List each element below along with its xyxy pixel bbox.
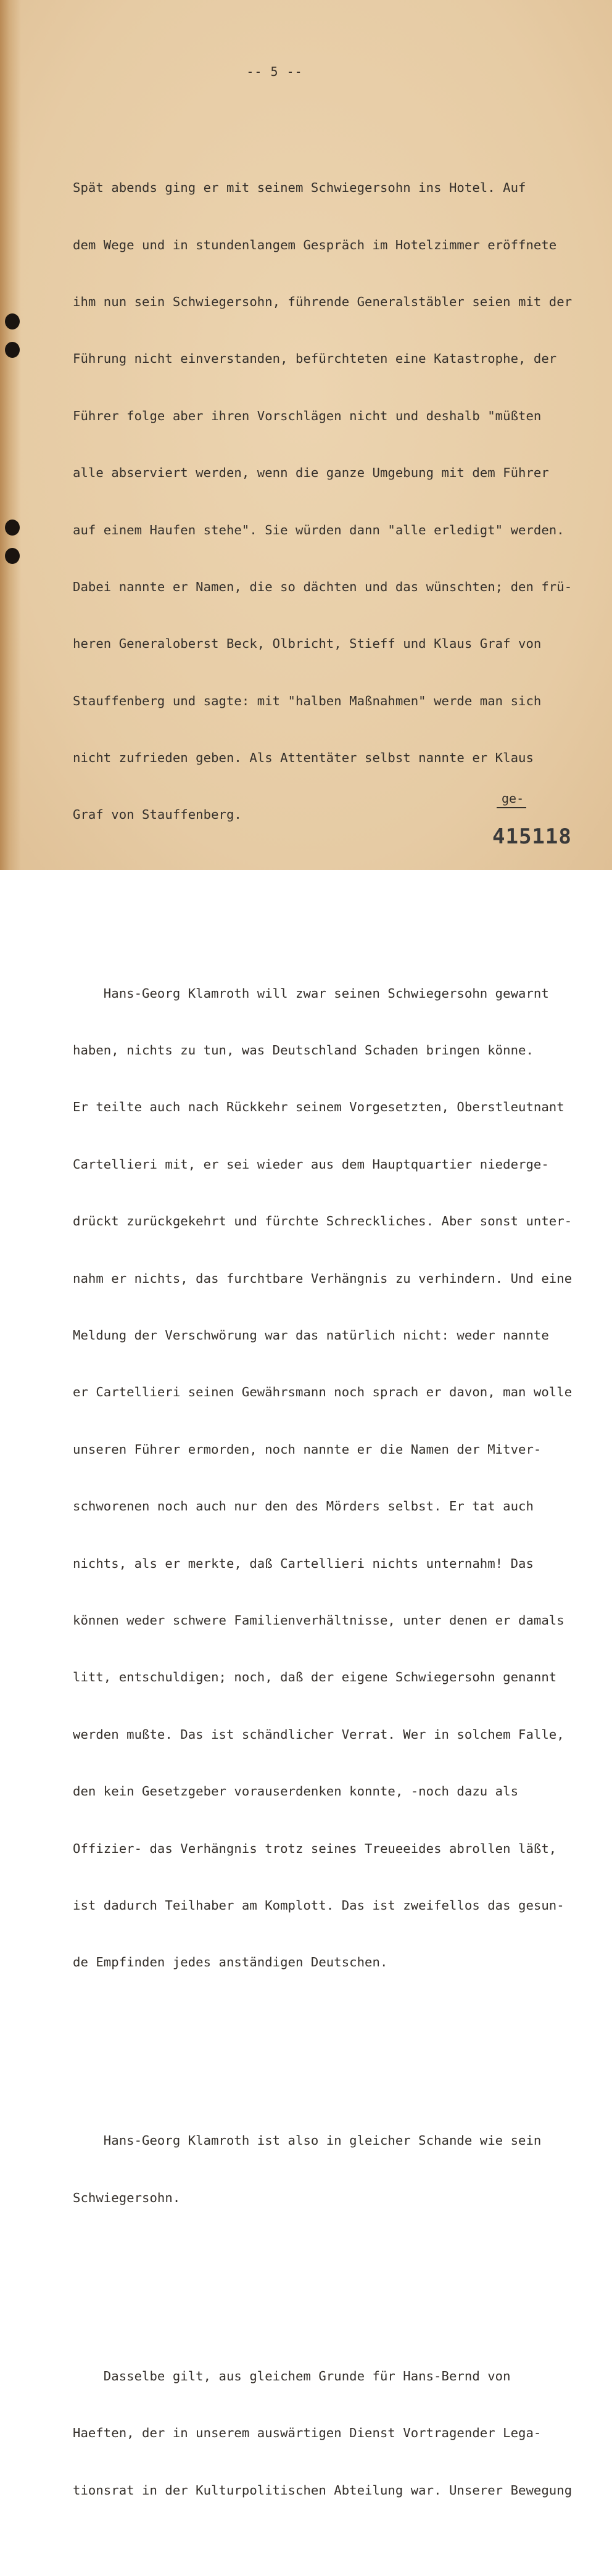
text-line: nichts, als er merkte, daß Cartellieri nichts unternahm! Das <box>73 1555 534 1571</box>
punch-hole <box>5 313 20 329</box>
text-line: heren Generaloberst Beck, Olbricht, Stieff und Klaus Graf von <box>73 636 542 652</box>
paragraph-gap <box>73 2048 585 2055</box>
text-line: schworenen noch auch nur den des Mörders selbst. Er tat auch <box>73 1499 534 1514</box>
text-line: Dasselbe gilt, aus gleichem Grunde für Hans-Bernd von <box>73 2369 511 2384</box>
text-line: unseren Führer ermorden, noch nannte er die Namen der Mitver- <box>73 1441 542 1457</box>
paragraph-gap <box>73 2284 585 2291</box>
text-line: Hans-Georg Klamroth will zwar seinen Schwiegersohn gewarnt <box>73 985 549 1001</box>
text-line: Dabei nannte er Namen, die so dächten und das wünschten; den frü- <box>73 579 573 594</box>
text-line: Hans-Georg Klamroth ist also in gleicher Schande wie sein <box>73 2133 542 2148</box>
text-line: ihm nun sein Schwiegersohn, führende Generalstäbler seien mit der <box>73 294 573 309</box>
text-line: Spät abends ging er mit seinem Schwiegersohn ins Hotel. Auf <box>73 180 526 196</box>
text-line: Schwiegersohn. <box>73 2190 181 2205</box>
paragraph-4 <box>73 2329 585 2538</box>
text-line: Führer folge aber ihren Vorschlägen nicht und deshalb "müßten <box>73 408 542 423</box>
text-line: haben, nichts zu tun, was Deutschland Schaden bringen könne. <box>73 1043 534 1058</box>
text-line: Haeften, der in unserem auswärtigen Dienst Vortragender Lega- <box>73 2425 542 2441</box>
typed-body-text <box>73 102 585 2576</box>
text-line: Cartellieri mit, er sei wieder aus dem Hauptquartier niederge- <box>73 1156 549 1172</box>
text-line: drückt zurückgekehrt und fürchte Schreckliches. Aber sonst unter- <box>73 1214 573 1229</box>
text-line: den kein Gesetzgeber vorauserdenken konnte, -noch dazu als <box>73 1784 519 1799</box>
catchword: ge- <box>497 791 526 808</box>
text-line: Stauffenberg und sagte: mit "halben Maßnahmen" werde man sich <box>73 693 542 708</box>
punch-hole <box>5 520 20 536</box>
page-edge-shadow <box>0 0 21 870</box>
paragraph-1 <box>73 141 585 863</box>
paragraph-2 <box>73 946 585 2010</box>
text-line: dem Wege und in stundenlangem Gespräch im Hotelzimmer eröffnete <box>73 237 557 252</box>
text-line: er Cartellieri seinen Gewährsmann noch sprach er davon, man wolle <box>73 1385 573 1400</box>
punch-hole <box>5 548 20 564</box>
text-line: Offizier- das Verhängnis trotz seines Treueeides abrollen läßt, <box>73 1841 557 1856</box>
text-line: litt, entschuldigen; noch, daß der eigene Schwiegersohn genannt <box>73 1670 557 1685</box>
paragraph-gap <box>73 900 585 908</box>
text-line: nicht zufrieden geben. Als Attentäter selbst nannte er Klaus <box>73 750 534 766</box>
text-line: Er teilte auch nach Rückkehr seinem Vorgesetzten, Oberstleutnant <box>73 1100 564 1115</box>
text-line: alle abserviert werden, wenn die ganze Umgebung mit dem Führer <box>73 465 549 481</box>
document-number-stamp: 415118 <box>492 824 572 849</box>
text-line: tionsrat in der Kulturpolitischen Abteilung war. Unserer Bewegung <box>73 2482 573 2498</box>
text-line: werden mußte. Das ist schändlicher Verrat. Wer in solchem Falle, <box>73 1726 564 1742</box>
text-line: de Empfinden jedes anständigen Deutschen. <box>73 1955 388 1970</box>
text-line: nahm er nichts, das furchtbare Verhängnis zu verhindern. Und eine <box>73 1270 573 1286</box>
text-line: auf einem Haufen stehe". Sie würden dann "alle erledigt" werden. <box>73 522 564 537</box>
page-number: -- 5 -- <box>246 64 303 79</box>
text-line: Graf von Stauffenberg. <box>73 807 242 822</box>
punch-hole <box>5 342 20 358</box>
text-line: ist dadurch Teilhaber am Komplott. Das ist zweifellos das gesun- <box>73 1897 564 1913</box>
text-line: Führung nicht einverstanden, befürchteten eine Katastrophe, der <box>73 351 557 367</box>
text-line: Meldung der Verschwörung war das natürlich nicht: weder nannte <box>73 1328 549 1343</box>
text-line: können weder schwere Familienverhältnisse, unter denen er damals <box>73 1612 564 1628</box>
paragraph-3 <box>73 2094 585 2245</box>
